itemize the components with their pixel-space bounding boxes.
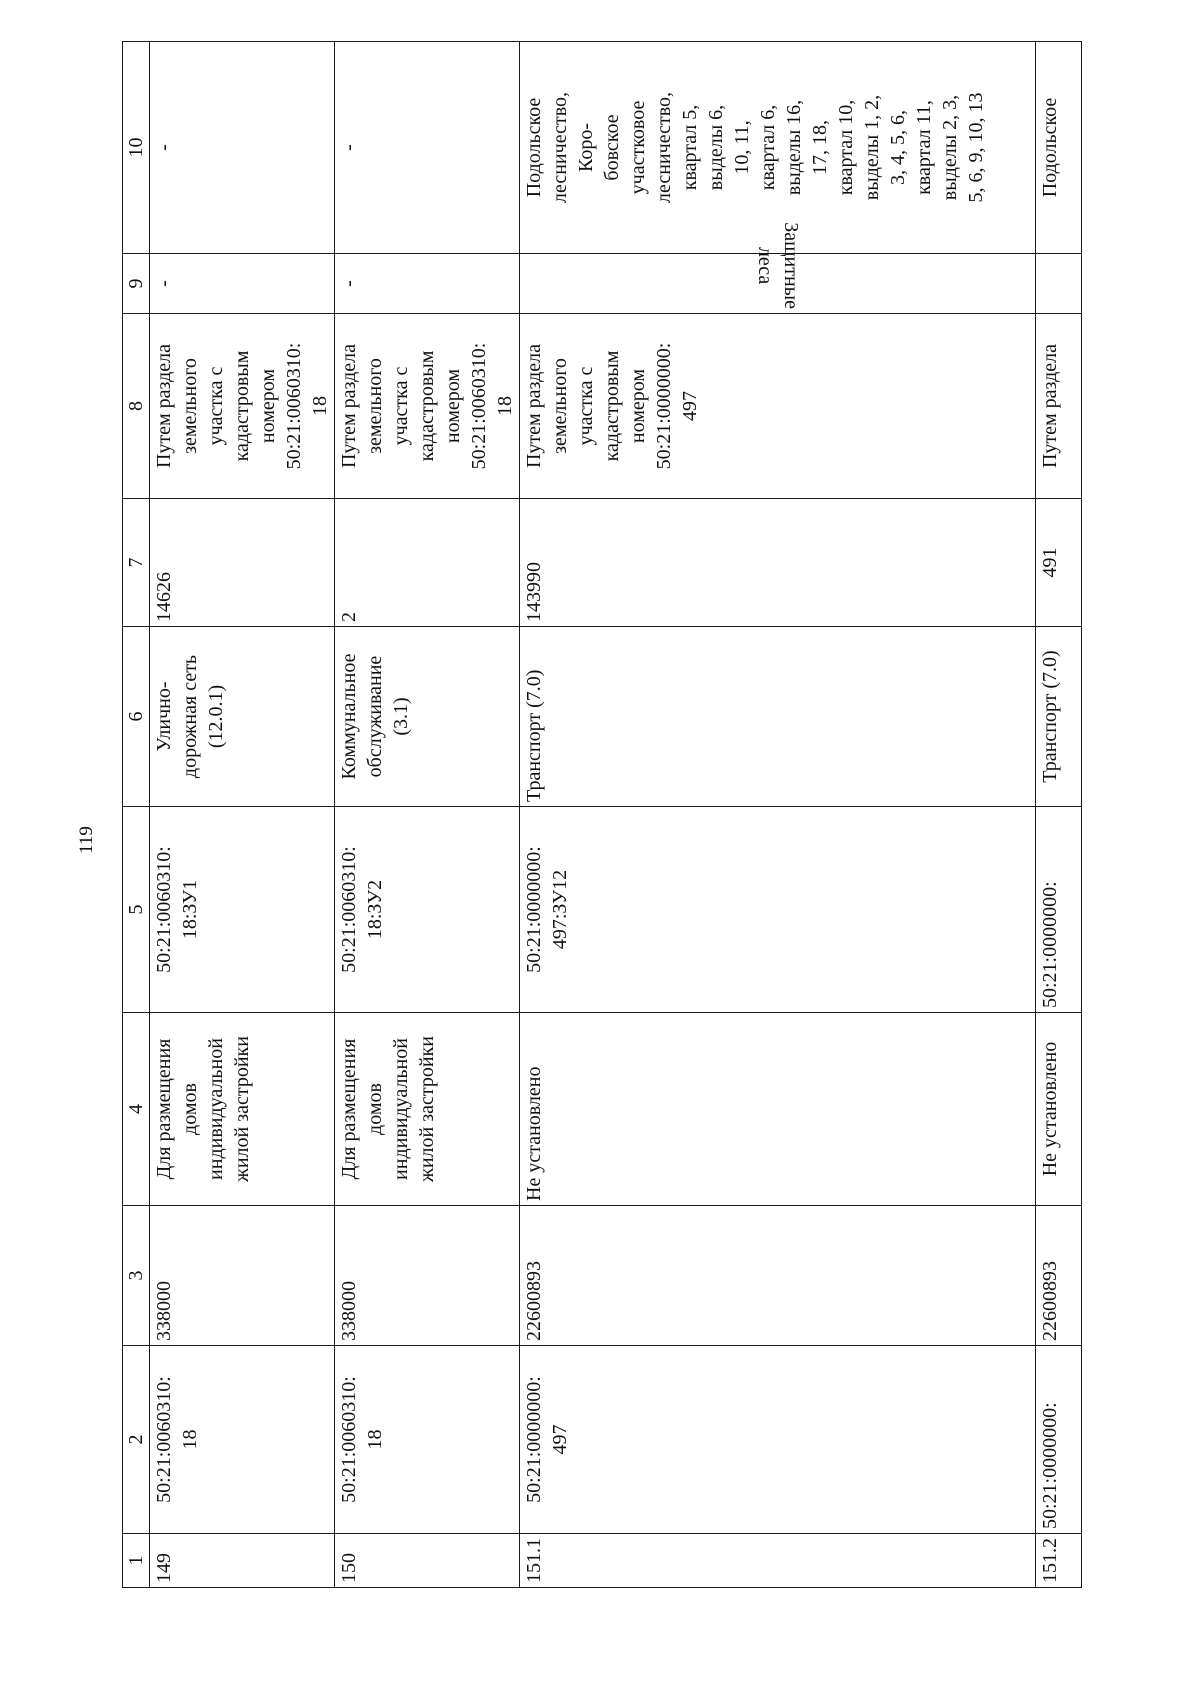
new-permitted-use: Транспорт (7.0) xyxy=(520,627,1036,807)
table-row xyxy=(1036,42,1082,1588)
new-area: 14626 xyxy=(150,499,335,627)
forestry-location: - xyxy=(150,42,335,254)
source-permitted-use: Для размещения домов индивидуальной жилой застройки xyxy=(150,1013,335,1206)
new-cadastral-number: 50:21:0000000: xyxy=(1036,807,1082,1013)
header-col-8: 8 xyxy=(123,314,150,499)
formation-method: Путем раздела xyxy=(1036,314,1082,499)
header-col-6: 6 xyxy=(123,627,150,807)
header-col-7: 7 xyxy=(123,499,150,627)
header-col-1: 1 xyxy=(123,1534,150,1588)
new-area: 2 xyxy=(335,499,520,627)
source-area: 22600893 xyxy=(1036,1206,1082,1346)
source-cadastral-number: 50:21:0000000: xyxy=(1036,1346,1082,1534)
formation-method: Путем раздела земельного участка с кадастровым номером 50:21:0060310: 18 xyxy=(335,314,520,499)
source-cadastral-number: 50:21:0060310: 18 xyxy=(335,1346,520,1534)
land-plots-table xyxy=(122,41,1082,1588)
source-area: 338000 xyxy=(150,1206,335,1346)
header-col-9: 9 xyxy=(123,254,150,314)
source-area: 22600893 xyxy=(520,1206,1036,1346)
row-number: 151.1 xyxy=(520,1534,1036,1588)
source-permitted-use: Не установлено xyxy=(520,1013,1036,1206)
header-col-10: 10 xyxy=(123,42,150,254)
forestry-location: - xyxy=(335,42,520,254)
source-area: 338000 xyxy=(335,1206,520,1346)
table-row xyxy=(335,42,520,1588)
row-number: 149 xyxy=(150,1534,335,1588)
source-cadastral-number: 50:21:0060310: 18 xyxy=(150,1346,335,1534)
forest-category: - xyxy=(150,254,335,314)
page-number: 119 xyxy=(76,826,97,854)
forestry-location: Подольское xyxy=(1036,42,1082,254)
forest-category xyxy=(1036,254,1082,314)
table-row xyxy=(150,42,335,1588)
header-col-2: 2 xyxy=(123,1346,150,1534)
source-permitted-use: Для размещения домов индивидуальной жилой застройки xyxy=(335,1013,520,1206)
forest-category: - xyxy=(335,254,520,314)
new-cadastral-number: 50:21:0060310: 18:ЗУ1 xyxy=(150,807,335,1013)
source-cadastral-number: 50:21:0000000: 497 xyxy=(520,1346,1036,1534)
new-permitted-use: Улично- дорожная сеть (12.0.1) xyxy=(150,627,335,807)
formation-method: Путем раздела земельного участка с кадастровым номером 50:21:0000000: 497 xyxy=(520,314,1036,499)
new-permitted-use: Коммунальное обслуживание (3.1) xyxy=(335,627,520,807)
new-cadastral-number: 50:21:0000000: 497:ЗУ12 xyxy=(520,807,1036,1013)
table-row xyxy=(520,42,1036,1588)
new-area: 143990 xyxy=(520,499,1036,627)
header-col-3: 3 xyxy=(123,1206,150,1346)
formation-method: Путем раздела земельного участка с кадастровым номером 50:21:0060310: 18 xyxy=(150,314,335,499)
source-permitted-use: Не установлено xyxy=(1036,1013,1082,1206)
new-cadastral-number: 50:21:0060310: 18:ЗУ2 xyxy=(335,807,520,1013)
header-col-5: 5 xyxy=(123,807,150,1013)
new-area: 491 xyxy=(1036,499,1082,627)
forest-category xyxy=(520,222,1036,314)
row-number: 150 xyxy=(335,1534,520,1588)
header-col-4: 4 xyxy=(123,1013,150,1206)
header-row xyxy=(123,42,150,1588)
row-number: 151.2 xyxy=(1036,1534,1082,1588)
land-plots-table-container xyxy=(122,42,1082,1588)
new-permitted-use: Транспорт (7.0) xyxy=(1036,627,1082,807)
forestry-location: Подольское лесничество, Коро- бовское участковое лесничество, квартал 5, выделы 6, 10, 11, квартал 6, выделы 16, 17, 18, квартал 10, выделы 1, 2, 3, 4, 5, 6, квартал 11, выделы 2, 3, 5, 6, 9, 10, 13 xyxy=(520,42,1036,254)
protective-forests-label: Защитные леса xyxy=(753,222,802,309)
